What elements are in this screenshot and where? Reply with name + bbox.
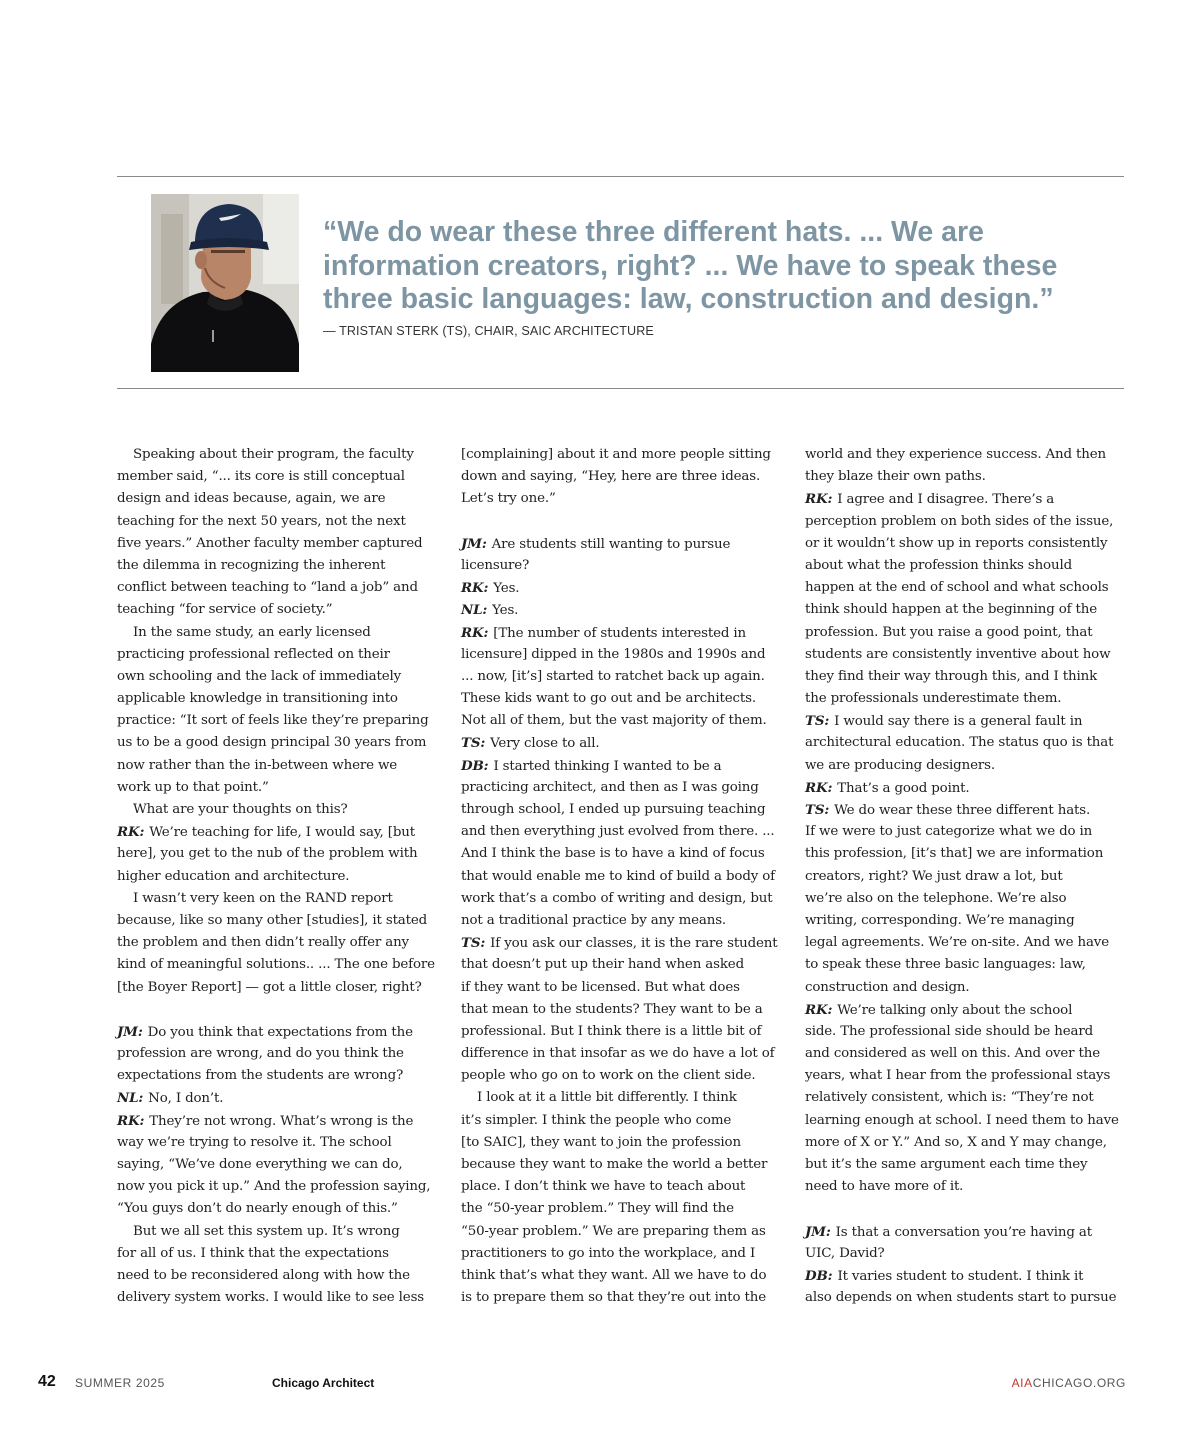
line-text: Very close to all. [490, 736, 600, 752]
text-line [805, 843, 1135, 865]
pull-quote-line: “We do wear these three different hats. ... We are [323, 216, 984, 248]
portrait-photo [151, 194, 299, 372]
pull-quote-attribution: — TRISTAN STERK (TS), CHAIR, SAIC ARCHITECTURE [323, 324, 654, 338]
line-text: But we all set this system up. It’s wrong [133, 1223, 400, 1239]
text-line [805, 888, 1135, 910]
line-text: think that’s what they want. All we have to do [461, 1267, 767, 1283]
line-text: now you pick it up.” And the profession saying, [117, 1179, 431, 1195]
line-text: and then everything just evolved from there. ... [461, 824, 775, 840]
line-text: creators, right? We just draw a lot, but [805, 868, 1063, 884]
line-text: we are producing designers. [805, 757, 995, 773]
line-text: place. I don’t think we have to teach about [461, 1179, 746, 1195]
line-text: That’s a good point. [837, 780, 970, 796]
line-text: work up to that point.” [117, 779, 269, 795]
line-text: I started thinking I wanted to be a [493, 758, 722, 774]
line-text: applicable knowledge in transitioning into [117, 691, 398, 707]
line-text: higher education and architecture. [117, 868, 350, 884]
speaker-label: RK: [117, 824, 145, 841]
body-paragraph [117, 622, 447, 800]
line-text: about what the profession thinks should [805, 557, 1072, 573]
text-line [805, 644, 1135, 666]
line-text: They’re not wrong. What’s wrong is the [149, 1113, 414, 1129]
text-line [117, 732, 447, 754]
text-line [117, 843, 447, 865]
line-text: I wasn’t very keen on the RAND report [133, 890, 393, 906]
text-line [461, 1198, 791, 1220]
line-text: that would enable me to kind of build a body of [461, 868, 775, 884]
text-line [805, 732, 1135, 754]
website-rest: CHICAGO.ORG [1032, 1376, 1126, 1390]
line-text: perception problem on both sides of the issue, [805, 513, 1114, 529]
line-text: Yes. [493, 581, 520, 597]
line-text: licensure] dipped in the 1980s and 1990s and [461, 646, 766, 662]
line-text: ... now, [it’s] started to ratchet back up again. [461, 668, 765, 684]
dialogue-paragraph [805, 1221, 1135, 1265]
line-text: the dilemma in recognizing the inherent [117, 557, 386, 573]
line-text: own schooling and the lack of immediately [117, 668, 402, 684]
text-line [461, 1154, 791, 1176]
magazine-name: Chicago Architect [272, 1376, 375, 1390]
text-line [805, 999, 1135, 1021]
line-text: Not all of them, but the vast majority of them. [461, 713, 767, 729]
text-line [117, 1021, 447, 1043]
line-text: What are your thoughts on this? [133, 802, 348, 817]
line-text: practitioners to go into the workplace, and I [461, 1245, 756, 1261]
text-line [805, 666, 1135, 688]
text-line [117, 1132, 447, 1154]
line-text: here], you get to the nub of the problem with [117, 846, 418, 862]
text-line [117, 1110, 447, 1132]
text-line [117, 1198, 447, 1220]
text-line [461, 1287, 791, 1309]
text-column-1 [117, 444, 447, 1309]
dialogue-paragraph [805, 1265, 1135, 1309]
text-line [805, 866, 1135, 888]
text-line [805, 1154, 1135, 1176]
line-text: work that’s a combo of writing and design, but [461, 890, 773, 906]
line-text: also depends on when students start to pursue [805, 1290, 1117, 1306]
text-line [461, 755, 791, 777]
line-text: difference in that insofar as we do have a lot of [461, 1046, 775, 1062]
line-text: We’re talking only about the school [837, 1002, 1073, 1018]
line-text: We’re teaching for life, I would say, [but [149, 825, 415, 841]
line-text: we’re also on the telephone. We’re also [805, 890, 1067, 906]
text-line [805, 599, 1135, 621]
text-line [117, 866, 447, 888]
speaker-label: TS: [805, 713, 830, 730]
line-text: practicing professional reflected on their [117, 646, 390, 662]
line-text: profession are wrong, and do you think the [117, 1046, 404, 1062]
line-text: this profession, [it’s that] we are information [805, 846, 1104, 862]
text-line [461, 599, 791, 621]
dialogue-paragraph [805, 777, 1135, 799]
text-line [117, 511, 447, 533]
text-line [117, 1154, 447, 1176]
line-text: or it wouldn’t show up in reports consistently [805, 535, 1108, 551]
text-line [117, 599, 447, 621]
text-line [805, 1176, 1135, 1198]
text-line [117, 1287, 447, 1309]
text-line [805, 710, 1135, 732]
text-line [461, 799, 791, 821]
text-line [461, 710, 791, 732]
text-line [461, 888, 791, 910]
line-text: the “50-year problem.” They will find the [461, 1201, 734, 1217]
line-text: down and saying, “Hey, here are three ideas. [461, 469, 761, 485]
line-text: they find their way through this, and I think [805, 668, 1098, 684]
text-line [117, 888, 447, 910]
line-text: students are consistently inventive about how [805, 646, 1111, 662]
text-line [461, 1221, 791, 1243]
paragraph-gap [461, 511, 791, 533]
pull-quote [323, 216, 1083, 317]
speaker-label: JM: [117, 1023, 143, 1040]
text-line [461, 1243, 791, 1265]
line-text: Yes. [492, 603, 519, 619]
text-line [805, 777, 1135, 799]
speaker-label: NL: [117, 1090, 144, 1107]
text-line [461, 1176, 791, 1198]
line-text: think should happen at the beginning of the [805, 602, 1098, 618]
dialogue-paragraph [461, 533, 791, 577]
line-text: need to have more of it. [805, 1179, 964, 1195]
pull-quote-line: information creators, right? ... We have to speak these [323, 249, 1058, 282]
text-line [805, 488, 1135, 510]
line-text: it’s simpler. I think the people who come [461, 1112, 732, 1128]
speaker-label: DB: [461, 757, 489, 774]
speaker-label: JM: [461, 535, 487, 552]
line-text: practice: “It sort of feels like they’re preparing [117, 713, 429, 729]
line-text: legal agreements. We’re on-site. And we have [805, 935, 1109, 951]
issue-label: SUMMER 2025 [75, 1376, 165, 1390]
text-line [805, 1087, 1135, 1109]
line-text: not a traditional practice by any means. [461, 912, 727, 928]
line-text: that mean to the students? They want to be a [461, 1001, 763, 1017]
text-line [117, 954, 447, 976]
line-text: profession. But you raise a good point, that [805, 624, 1093, 640]
text-line [805, 444, 1135, 466]
speaker-label: TS: [805, 802, 830, 818]
dialogue-paragraph [461, 599, 791, 621]
text-line [117, 666, 447, 688]
text-line [461, 666, 791, 688]
line-text: “You guys don’t do nearly enough of this.” [117, 1201, 398, 1217]
text-line [117, 688, 447, 710]
line-text: the problem and then didn’t really offer any [117, 935, 409, 951]
line-text: need to be reconsidered along with how the [117, 1267, 410, 1283]
line-text: they blaze their own paths. [805, 469, 986, 485]
speaker-label: TS: [461, 735, 486, 752]
line-text: more of X or Y.” And so, X and Y may change, [805, 1134, 1107, 1150]
line-text: delivery system works. I would like to see less [117, 1290, 425, 1306]
dialogue-paragraph [461, 932, 791, 1087]
text-line [805, 622, 1135, 644]
line-text: In the same study, an early licensed [133, 624, 371, 640]
text-line [117, 555, 447, 577]
dialogue-paragraph [805, 999, 1135, 1199]
line-text: saying, “We’ve done everything we can do, [117, 1157, 403, 1172]
text-line [805, 799, 1135, 821]
line-text: the professionals underestimate them. [805, 691, 1062, 707]
text-line [461, 1043, 791, 1065]
line-text: If we were to just categorize what we do in [805, 824, 1093, 840]
dialogue-paragraph [117, 1021, 447, 1088]
website-link[interactable] [1012, 1376, 1126, 1390]
text-line [461, 622, 791, 644]
line-text: No, I don’t. [148, 1091, 224, 1107]
text-line [461, 843, 791, 865]
text-line [805, 1265, 1135, 1287]
line-text: design and ideas because, again, we are [117, 491, 386, 507]
line-text: [the Boyer Report] — got a little closer, right? [117, 979, 422, 995]
line-text: learning enough at school. I need them to have [805, 1112, 1119, 1128]
text-line [117, 821, 447, 843]
line-text: “50-year problem.” We are preparing them as [461, 1223, 766, 1239]
line-text: It varies student to student. I think it [837, 1268, 1084, 1284]
dialogue-paragraph [461, 732, 791, 754]
line-text: teaching “for service of society.” [117, 602, 333, 618]
line-text: side. The professional side should be heard [805, 1023, 1094, 1039]
text-line [461, 932, 791, 954]
line-text: writing, corresponding. We’re managing [805, 912, 1075, 928]
line-text: because they want to make the world a better [461, 1157, 768, 1172]
text-line [461, 999, 791, 1021]
text-line [117, 932, 447, 954]
line-text: five years.” Another faculty member captured [117, 535, 423, 551]
line-text: practicing architect, and then as I was going [461, 779, 759, 795]
line-text: us to be a good design principal 30 years from [117, 735, 427, 751]
text-line [117, 777, 447, 799]
bottom-rule [117, 388, 1124, 389]
line-text: because, like so many other [studies], it stated [117, 912, 428, 928]
text-line [461, 732, 791, 754]
line-text: architectural education. The status quo is that [805, 735, 1114, 751]
dialogue-paragraph [805, 799, 1135, 999]
text-line [117, 577, 447, 599]
text-line [117, 622, 447, 644]
line-text: If you ask our classes, it is the rare student [490, 936, 778, 952]
dialogue-paragraph [805, 710, 1135, 777]
text-line [117, 1043, 447, 1065]
text-line [805, 821, 1135, 843]
text-line [117, 533, 447, 555]
text-line [805, 1132, 1135, 1154]
line-text: These kids want to go out and be architects. [461, 691, 756, 707]
body-paragraph [461, 444, 791, 511]
text-line [805, 688, 1135, 710]
text-line [805, 932, 1135, 954]
line-text: through school, I ended up pursuing teaching [461, 802, 766, 817]
text-line [117, 799, 447, 821]
body-paragraph [117, 1221, 447, 1310]
text-line [461, 1065, 791, 1087]
paragraph-gap [117, 999, 447, 1021]
dialogue-paragraph [461, 622, 791, 733]
line-text: teaching for the next 50 years, not the next [117, 513, 406, 529]
text-line [805, 755, 1135, 777]
text-line [805, 1287, 1135, 1309]
text-line [805, 954, 1135, 976]
top-rule [117, 176, 1124, 177]
line-text: people who go on to work on the client side. [461, 1068, 756, 1084]
text-column-3 [805, 444, 1135, 1309]
text-line [805, 511, 1135, 533]
speaker-label: RK: [117, 1112, 145, 1129]
text-line [117, 444, 447, 466]
line-text: I agree and I disagree. There’s a [837, 492, 1055, 508]
line-text: but it’s the same argument each time they [805, 1157, 1088, 1172]
speaker-label: RK: [805, 491, 833, 508]
line-text: Are students still wanting to pursue [491, 536, 731, 552]
speaker-label: TS: [461, 935, 486, 952]
line-text: Speaking about their program, the faculty [133, 447, 414, 462]
dialogue-paragraph [117, 1087, 447, 1109]
text-line [117, 1065, 447, 1087]
line-text: And I think the base is to have a kind of focus [461, 846, 765, 862]
speaker-label: RK: [805, 779, 833, 796]
line-text: world and they experience success. And then [805, 447, 1107, 462]
text-line [461, 821, 791, 843]
text-line [117, 977, 447, 999]
text-line [805, 1021, 1135, 1043]
line-text: licensure? [461, 557, 530, 573]
text-line [461, 466, 791, 488]
line-text: way we’re trying to resolve it. The school [117, 1134, 392, 1150]
line-text: member said, “... its core is still conceptual [117, 469, 405, 485]
line-text: [The number of students interested in [493, 625, 747, 641]
text-line [117, 1221, 447, 1243]
text-line [117, 710, 447, 732]
line-text: construction and design. [805, 979, 970, 995]
dialogue-paragraph [461, 577, 791, 599]
speaker-label: NL: [461, 602, 488, 619]
text-line [805, 1065, 1135, 1087]
text-line [461, 1021, 791, 1043]
body-paragraph [117, 444, 447, 622]
line-text: to speak these three basic languages: law, [805, 957, 1086, 973]
line-text: [complaining] about it and more people sitting [461, 447, 771, 462]
dialogue-paragraph [461, 755, 791, 933]
speaker-label: RK: [461, 580, 489, 597]
text-line [805, 577, 1135, 599]
paragraph-gap [805, 1198, 1135, 1220]
line-text: I would say there is a general fault in [834, 714, 1083, 730]
text-line [117, 1176, 447, 1198]
line-text: UIC, David? [805, 1245, 885, 1261]
line-text: if they want to be licensed. But what does [461, 979, 740, 995]
line-text: expectations from the students are wrong? [117, 1068, 404, 1084]
text-line [461, 1110, 791, 1132]
dialogue-paragraph [117, 1110, 447, 1221]
speaker-label: DB: [805, 1267, 833, 1284]
text-line [805, 1243, 1135, 1265]
line-text: now rather than the in-between where we [117, 757, 398, 773]
text-line [805, 1043, 1135, 1065]
page-number: 42 [38, 1373, 56, 1390]
speaker-label: RK: [805, 1001, 833, 1018]
text-line [461, 444, 791, 466]
line-text: years, what I hear from the professional stays [805, 1068, 1111, 1084]
text-line [461, 777, 791, 799]
line-text: [to SAIC], they want to join the profession [461, 1134, 741, 1150]
line-text: I look at it a little bit differently. I think [477, 1090, 737, 1106]
dialogue-paragraph [117, 821, 447, 888]
line-text: We do wear these three different hats. [834, 803, 1091, 818]
dialogue-paragraph [805, 488, 1135, 710]
text-line [461, 1265, 791, 1287]
text-line [461, 977, 791, 999]
line-text: Is that a conversation you’re having at [835, 1224, 1092, 1240]
text-line [805, 1110, 1135, 1132]
speaker-label: RK: [461, 624, 489, 641]
body-paragraph [461, 1087, 791, 1309]
text-line [461, 533, 791, 555]
line-text: conflict between teaching to “land a job” and [117, 580, 418, 596]
line-text: Do you think that expectations from the [147, 1024, 413, 1040]
line-text: that doesn’t put up their hand when asked [461, 957, 744, 973]
body-paragraph [117, 799, 447, 821]
text-line [461, 488, 791, 510]
text-line [117, 1087, 447, 1109]
body-paragraph [805, 444, 1135, 488]
text-line [805, 555, 1135, 577]
text-line [117, 1265, 447, 1287]
text-line [805, 466, 1135, 488]
text-line [117, 466, 447, 488]
text-line [461, 866, 791, 888]
text-line [461, 910, 791, 932]
text-line [461, 688, 791, 710]
pull-quote-line: three basic languages: law, construction and design.” [323, 283, 1054, 315]
line-text: for all of us. I think that the expectations [117, 1245, 389, 1261]
text-line [805, 977, 1135, 999]
text-line [461, 954, 791, 976]
body-paragraph [117, 888, 447, 999]
text-line [461, 1132, 791, 1154]
text-line [461, 644, 791, 666]
text-line [117, 1243, 447, 1265]
text-line [805, 910, 1135, 932]
text-line [461, 555, 791, 577]
text-line [117, 910, 447, 932]
line-text: relatively consistent, which is: “They’re not [805, 1090, 1094, 1106]
text-line [461, 1087, 791, 1109]
text-line [117, 644, 447, 666]
line-text: happen at the end of school and what schools [805, 580, 1109, 596]
website-accent: AIA [1011, 1376, 1033, 1390]
text-line [461, 577, 791, 599]
line-text: and considered as well on this. And over the [805, 1046, 1101, 1062]
line-text: kind of meaningful solutions.. ... The one before [117, 957, 435, 973]
text-line [805, 1221, 1135, 1243]
text-line [805, 533, 1135, 555]
text-line [117, 488, 447, 510]
text-line [117, 755, 447, 777]
line-text: is to prepare them so that they’re out into the [461, 1290, 766, 1306]
line-text: professional. But I think there is a little bit of [461, 1023, 762, 1039]
text-column-2 [461, 444, 791, 1309]
line-text: Let’s try one.” [461, 491, 556, 507]
speaker-label: JM: [805, 1223, 831, 1240]
